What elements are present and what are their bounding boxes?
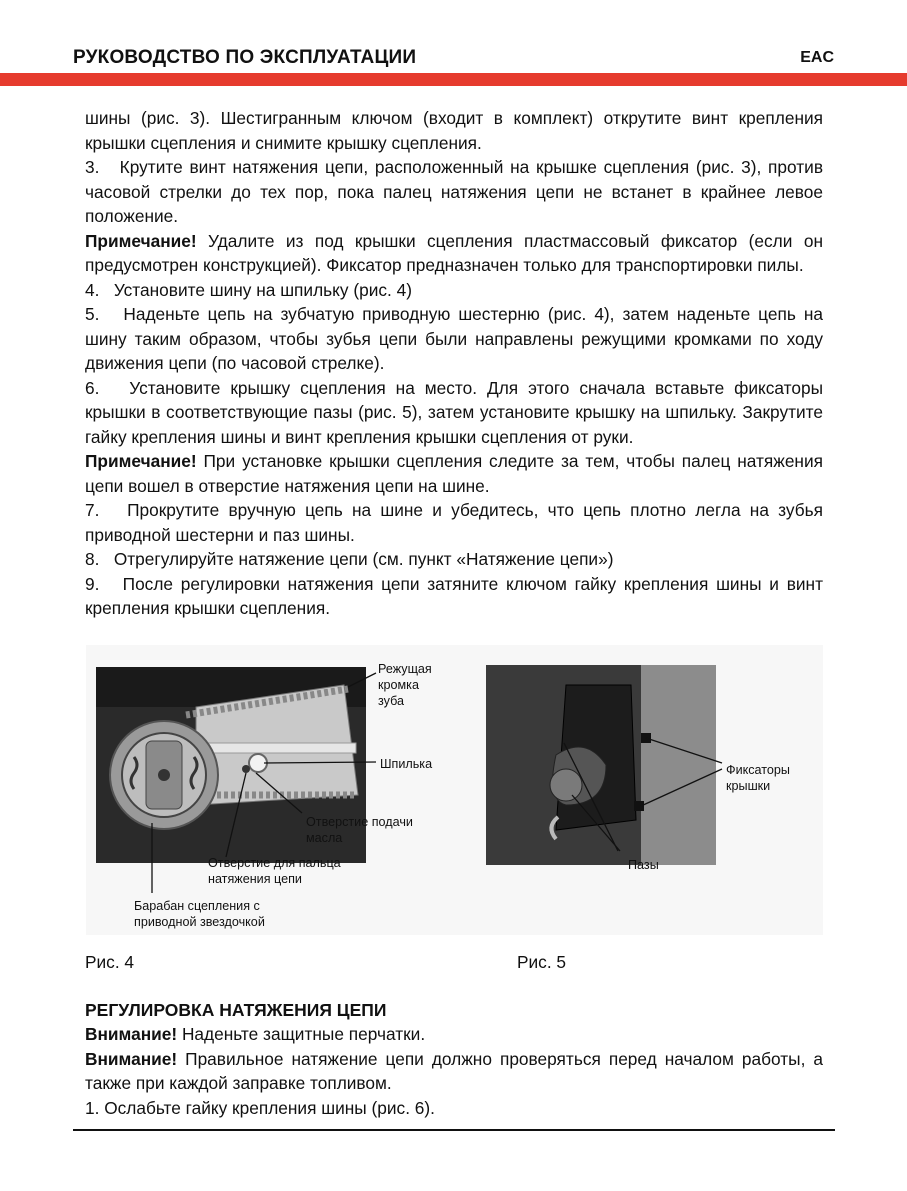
callout-text: Пазы <box>628 858 659 872</box>
figures-panel <box>86 645 823 935</box>
paragraph-step-3: 3. Крутите винт натяжения цепи, расположенный на крышке сцепления (рис. 3), против часовой стрелки до тех пор, пока палец натяжения цепи не встанет в крайнее левое положение. <box>85 157 823 226</box>
callout-text: Режущая кромка зуба <box>378 662 432 708</box>
paragraph-step-5: 5. Наденьте цепь на зубчатую приводную шестерню (рис. 4), затем наденьте цепь на шину таким образом, чтобы зубья цепи были направлены режущими кромками по ходу движения цепи (по часовой стрелке). <box>85 304 823 373</box>
callout-text: Отверстие подачи масла <box>306 815 413 845</box>
figure-5-caption: Рис. 5 <box>517 952 567 972</box>
callout-text: Отверстие для пальца натяжения цепи <box>208 856 341 886</box>
callout-latches <box>726 762 790 794</box>
callout-text: Барабан сцепления с приводной звездочкой <box>134 899 265 929</box>
figure-4-caption: Рис. 4 <box>85 952 135 972</box>
note-text: При установке крышки сцепления следите за тем, чтобы палец натяжения цепи вошел в отверстие натяжения цепи на шине. <box>85 451 823 496</box>
paragraph-note-2 <box>85 449 823 498</box>
callout-tension-hole <box>208 855 341 887</box>
callout-clutch-drum <box>134 898 265 930</box>
callout-slots <box>628 857 659 873</box>
footer-rule <box>73 1129 835 1131</box>
paragraph-1: шины (рис. 3). Шестигранным ключом (входит в комплект) открутите винт крепления крышки сцепления и снимите крышку сцепления. <box>85 108 823 153</box>
page-header-title: РУКОВОДСТВО ПО ЭКСПЛУАТАЦИИ <box>73 47 417 68</box>
warning-1 <box>85 1022 823 1047</box>
note-label: Примечание! <box>85 451 197 471</box>
header-accent-bar <box>0 73 907 86</box>
warning-label: Внимание! <box>85 1024 178 1044</box>
figure-5-photo <box>486 665 716 865</box>
section-body <box>85 1022 823 1120</box>
paragraph-step-4: 4. Установите шину на шпильку (рис. 4) <box>85 279 412 300</box>
callout-text: Шпилька <box>380 757 433 771</box>
instructions-body <box>85 106 823 621</box>
eac-mark: EAC <box>800 49 834 66</box>
section-title: РЕГУЛИРОВКА НАТЯЖЕНИЯ ЦЕПИ <box>85 1000 387 1020</box>
warning-2 <box>85 1047 823 1096</box>
warning-text: Правильное натяжение цепи должно проверяться перед началом работы, а также при каждой заправке топливом. <box>85 1048 823 1093</box>
step-1: 1. Ослабьте гайку крепления шины (рис. 6). <box>85 1097 435 1118</box>
note-text: Удалите из под крышки сцепления пластмассовый фиксатор (если он предусмотрен конструкцией). Фиксатор предназначен только для транспортировки пилы. <box>85 230 823 275</box>
paragraph-step-9: 9. После регулировки натяжения цепи затяните ключом гайку крепления шины и винт крепления крышки сцепления. <box>85 573 823 618</box>
warning-text: Наденьте защитные перчатки. <box>177 1024 426 1044</box>
paragraph-note-1 <box>85 229 823 278</box>
warning-label: Внимание! <box>85 1048 178 1069</box>
figures-illustration <box>86 645 823 935</box>
callout-text: Фиксаторы крышки <box>726 763 790 793</box>
callout-oil-hole <box>306 814 413 846</box>
paragraph-step-6: 6. Установите крышку сцепления на место. Для этого сначала вставьте фиксаторы крышки в соответствующие пазы (рис. 5), затем установите крышку на шпильку. Закрутите гайку крепления шины и винт крепления крышки сцепления от руки. <box>85 377 823 447</box>
callout-cutting-edge <box>378 661 432 709</box>
callout-stud <box>380 756 432 772</box>
paragraph-step-8: 8. Отрегулируйте натяжение цепи (см. пункт «Натяжение цепи») <box>85 549 614 569</box>
note-label: Примечание! <box>85 230 197 251</box>
paragraph-step-7: 7. Прокрутите вручную цепь на шине и убедитесь, что цепь плотно легла на зубья приводной шестерни и паз шины. <box>85 500 823 545</box>
